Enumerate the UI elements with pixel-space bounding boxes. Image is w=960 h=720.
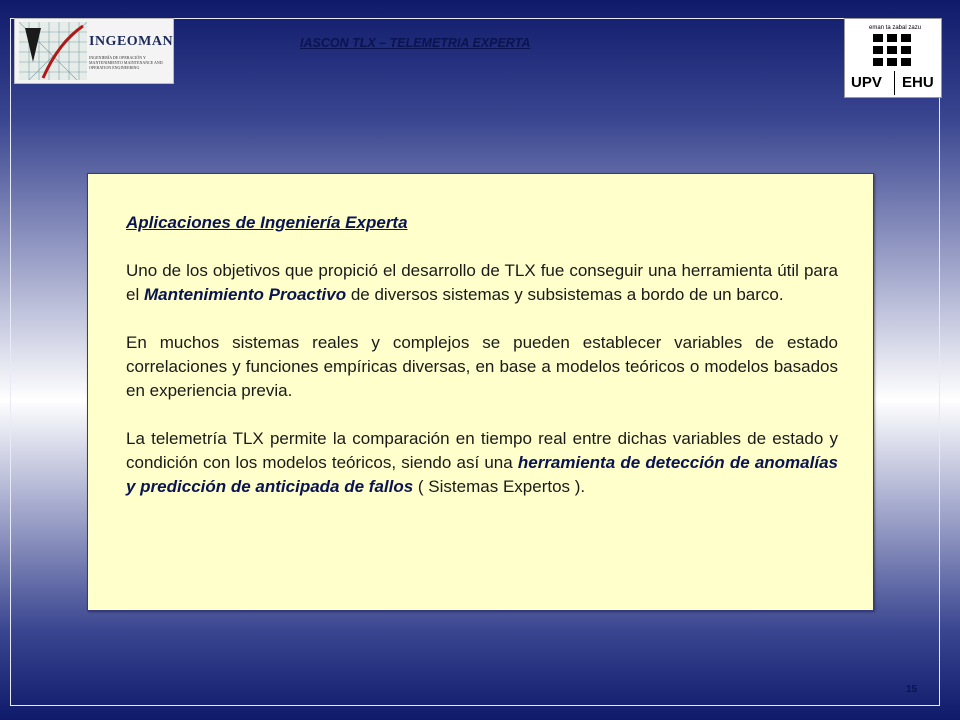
- upv-ehu-logo: [844, 18, 942, 98]
- ingeoman-emblem-icon: [19, 22, 87, 80]
- upv-tagline: eman ta zabal zazu: [869, 25, 922, 31]
- ehu-text: EHU: [902, 74, 934, 91]
- content-box: [87, 173, 874, 611]
- page-number: 15: [906, 684, 918, 695]
- paragraph-1: [126, 259, 838, 307]
- paragraph-3-text: La telemetría TLX permite la comparación en tiempo real entre dichas variables de estado y condición con los modelos teóricos, siendo así una: [126, 429, 838, 472]
- content-text: [126, 211, 838, 523]
- university-emblem-icon: [869, 32, 919, 70]
- logo-divider: [894, 71, 895, 95]
- paragraph-2: En muchos sistemas reales y complejos se pueden establecer variables de estado correlaciones y funciones empíricas diversas, en base a modelos teóricos o modelos basados en experiencia previa.: [126, 333, 838, 400]
- paragraph-3-emphasis: herramienta de detección de anomalías y predicción de anticipada de fallos: [126, 453, 838, 496]
- ingeoman-subtitle: INGENIERÍA DE OPERACIÓN Y MANTENIMIENTO MAINTENANCE AND OPERATION ENGINEERING: [89, 55, 163, 70]
- paragraph-1-emphasis: Mantenimiento Proactivo: [143, 285, 347, 304]
- paragraph-1-text: Uno de los objetivos que propició el desarrollo de TLX fue conseguir una herramienta útil para el: [126, 261, 838, 304]
- paragraph-1-text-end: de diversos sistemas y subsistemas a bordo de un barco.: [346, 285, 784, 304]
- section-heading: Aplicaciones de Ingeniería Experta: [126, 213, 408, 232]
- ingeoman-name: INGEOMAN: [89, 34, 174, 49]
- upv-text: UPV: [851, 74, 882, 91]
- paragraph-3-text-end: ( Sistemas Expertos ).: [413, 477, 586, 496]
- paragraph-3: [126, 427, 838, 499]
- ingeoman-logo: [14, 18, 174, 84]
- page-title: IASCON TLX – TELEMETRIA EXPERTA: [300, 36, 531, 50]
